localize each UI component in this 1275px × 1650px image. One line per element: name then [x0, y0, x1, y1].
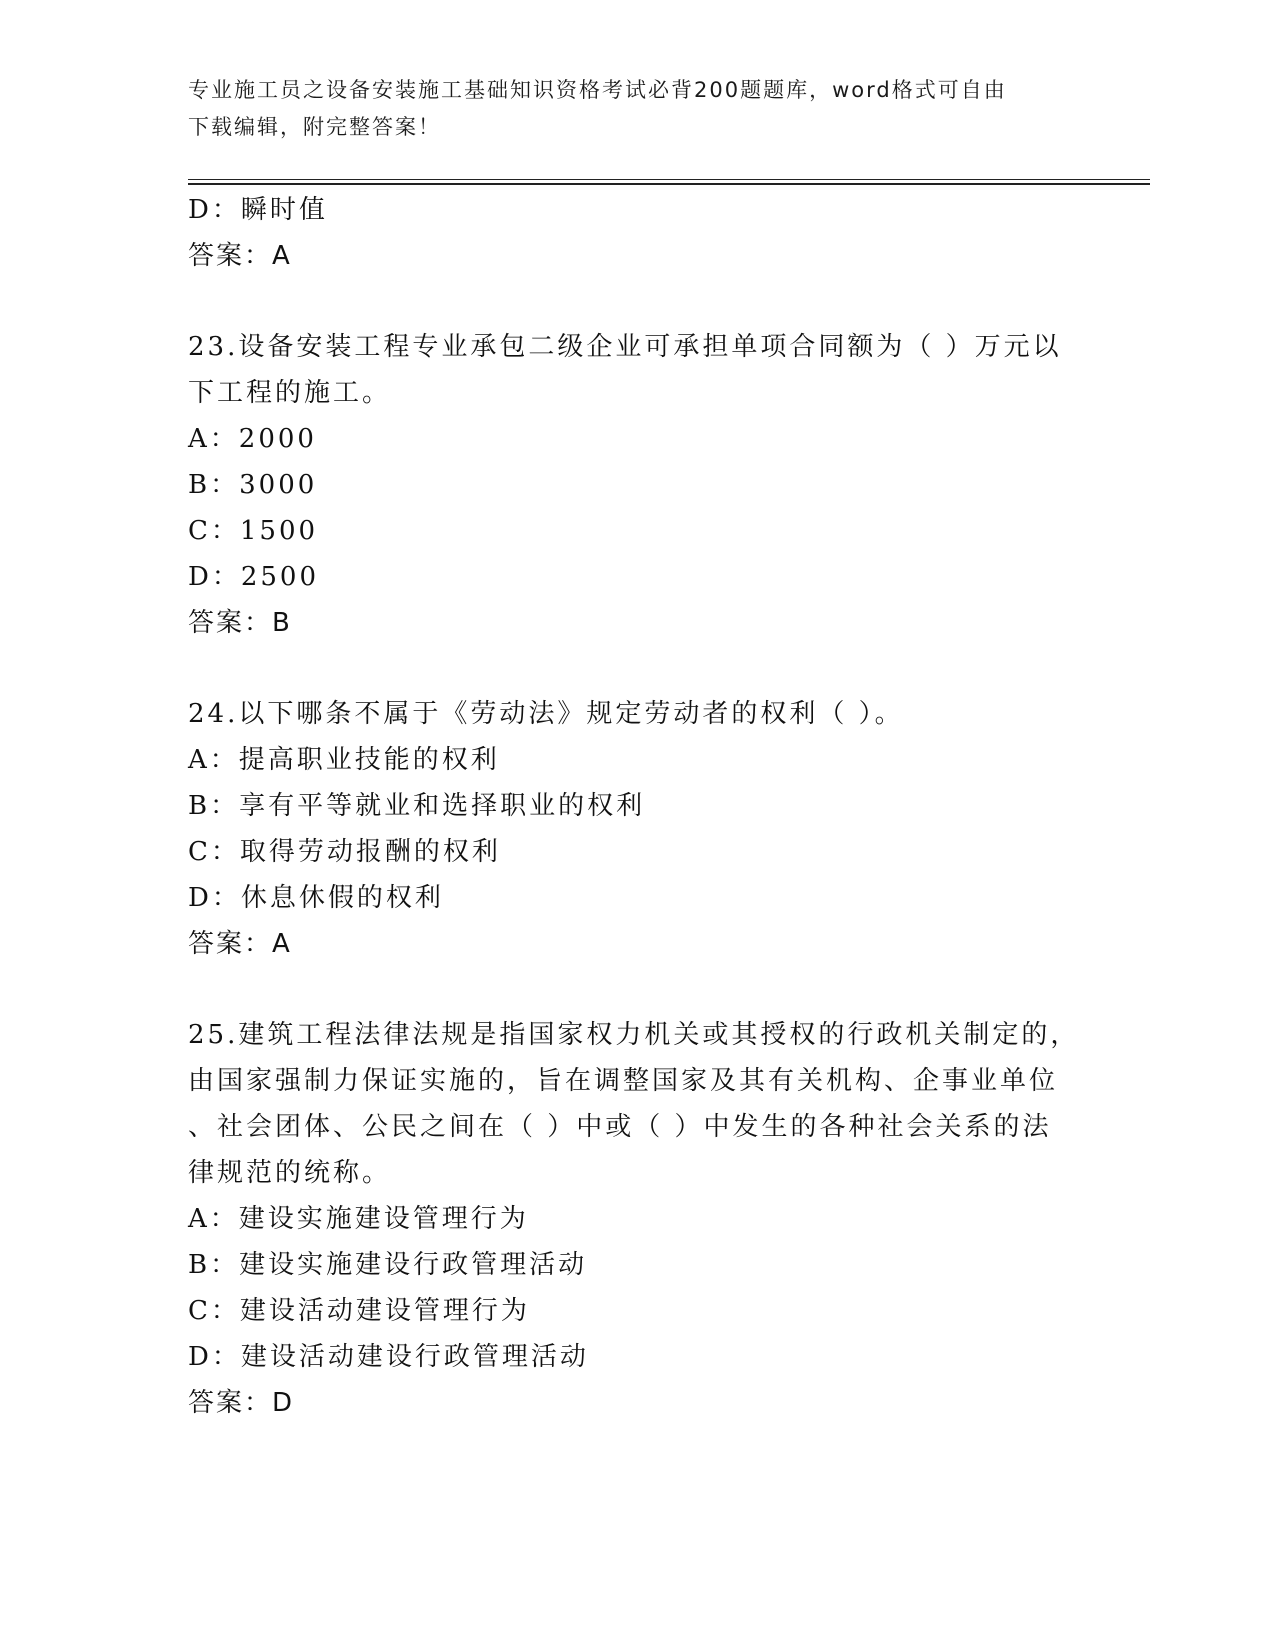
- answer: 答案：A: [188, 241, 292, 271]
- spacer: [188, 967, 1088, 1012]
- option-b: B：享有平等就业和选择职业的权利: [188, 791, 646, 821]
- option-a: A：建设实施建设管理行为: [188, 1204, 529, 1234]
- document-header: [188, 72, 1088, 146]
- answer: 答案：B: [188, 608, 292, 638]
- option-a: A：提高职业技能的权利: [188, 745, 500, 775]
- header-line-1: 专业施工员之设备安装施工基础知识资格考试必背200题题库，word格式可自由: [188, 78, 1007, 102]
- question-stem: 25.建筑工程法律法规是指国家权力机关或其授权的行政机关制定的，: [188, 1020, 1080, 1050]
- option-c: C：建设活动建设管理行为: [188, 1296, 530, 1326]
- question-25: [188, 1012, 1088, 1426]
- option-c: C：取得劳动报酬的权利: [188, 837, 501, 867]
- question-stem: 由国家强制力保证实施的，旨在调整国家及其有关机构、企事业单位: [188, 1066, 1059, 1096]
- spacer: [188, 646, 1088, 691]
- option-b: B：3000: [188, 470, 318, 500]
- answer: 答案：A: [188, 929, 292, 959]
- option-d: D：建设活动建设行政管理活动: [188, 1342, 589, 1372]
- header-line-2: 下载编辑，附完整答案！: [188, 115, 441, 139]
- question-stem: 23.设备安装工程专业承包二级企业可承担单项合同额为（ ）万元以: [188, 332, 1062, 362]
- header-divider-bottom: [188, 183, 1150, 185]
- question-23: [188, 324, 1088, 646]
- spacer: [188, 279, 1088, 324]
- option-d: D：2500: [188, 562, 320, 592]
- question-stem: 、社会团体、公民之间在（ ）中或（ ）中发生的各种社会关系的法: [188, 1112, 1052, 1142]
- answer: 答案：D: [188, 1388, 295, 1418]
- option-c: C：1500: [188, 516, 319, 546]
- option-b: B：建设实施建设行政管理活动: [188, 1250, 588, 1280]
- question-24: [188, 691, 1088, 967]
- question-content: [188, 187, 1088, 1426]
- question-stem: 律规范的统称。: [188, 1158, 392, 1188]
- option-d: D：休息休假的权利: [188, 883, 444, 913]
- option-a: A：2000: [188, 424, 317, 454]
- previous-question-tail: [188, 187, 1088, 279]
- question-stem: 下工程的施工。: [188, 378, 392, 408]
- header-divider-top: [188, 179, 1150, 180]
- question-stem: 24.以下哪条不属于《劳动法》规定劳动者的权利（ ）。: [188, 699, 904, 729]
- option-d: D：瞬时值: [188, 195, 328, 225]
